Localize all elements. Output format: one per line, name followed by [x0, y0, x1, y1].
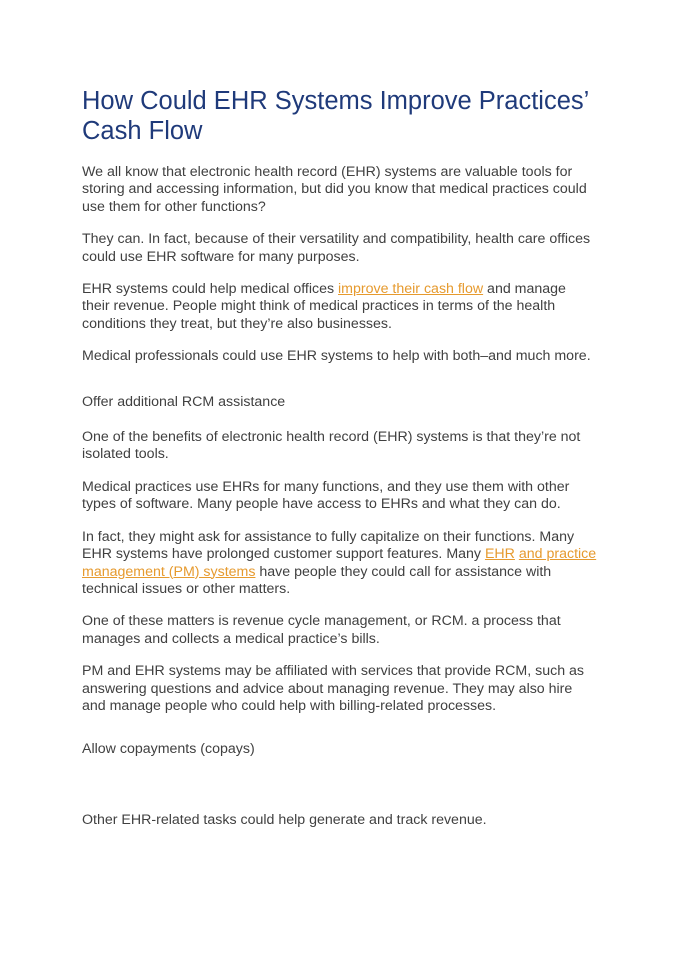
article	[82, 86, 597, 844]
paragraph-both: Medical professionals could use EHR systems to help with both–and much more.	[82, 348, 591, 365]
improve-cash-flow-link[interactable]: improve their cash flow	[338, 281, 484, 298]
paragraph-cash-flow	[82, 281, 597, 333]
paragraph-they-can: They can. In fact, because of their versatility and compatibility, health care offices could use EHR software for many purposes.	[82, 231, 591, 265]
paragraph-text: In fact, they might ask for assistance to fully capitalize on their functions. Many EHR systems have prolonged customer support features. Many	[82, 528, 575, 563]
paragraph-pm-ehr: PM and EHR systems may be affiliated with services that provide RCM, such as answering questions and advice about managing revenue. They may also hire and manage people who could help with billing-related processes.	[82, 663, 585, 714]
paragraph-benefits: One of the benefits of electronic health record (EHR) systems is that they’re not isolated tools.	[82, 429, 581, 463]
article-title: How Could EHR Systems Improve Practices’ Cash Flow	[82, 87, 589, 145]
section-heading-rcm: Offer additional RCM assistance	[82, 393, 286, 410]
paragraph-text: EHR systems could help medical offices	[82, 281, 339, 298]
pm-systems-link[interactable]: and practice management (PM) systems	[82, 546, 597, 580]
ehr-link[interactable]: EHR	[484, 546, 515, 563]
section-heading-copays: Allow copayments (copays)	[82, 741, 255, 758]
paragraph-text: and manage their revenue. People might think of medical practices in terms of the health conditions they treat, but they’re also businesses.	[82, 281, 566, 332]
paragraph-intro: We all know that electronic health record (EHR) systems are valuable tools for storing and accessing information, but did you know that medical practices could use them for other functions?	[82, 164, 587, 215]
paragraph-revenue: Other EHR-related tasks could help generate and track revenue.	[82, 811, 487, 828]
paragraph-assistance	[82, 529, 597, 599]
paragraph-functions: Medical practices use EHRs for many functions, and they use them with other types of software. Many people have access to EHRs and what they can do.	[82, 478, 570, 513]
paragraph-rcm: One of these matters is revenue cycle management, or RCM. a process that manages and collects a medical practice’s bills.	[82, 613, 561, 647]
paragraph-text: have people they could call for assistance with technical issues or other matters.	[82, 563, 552, 597]
